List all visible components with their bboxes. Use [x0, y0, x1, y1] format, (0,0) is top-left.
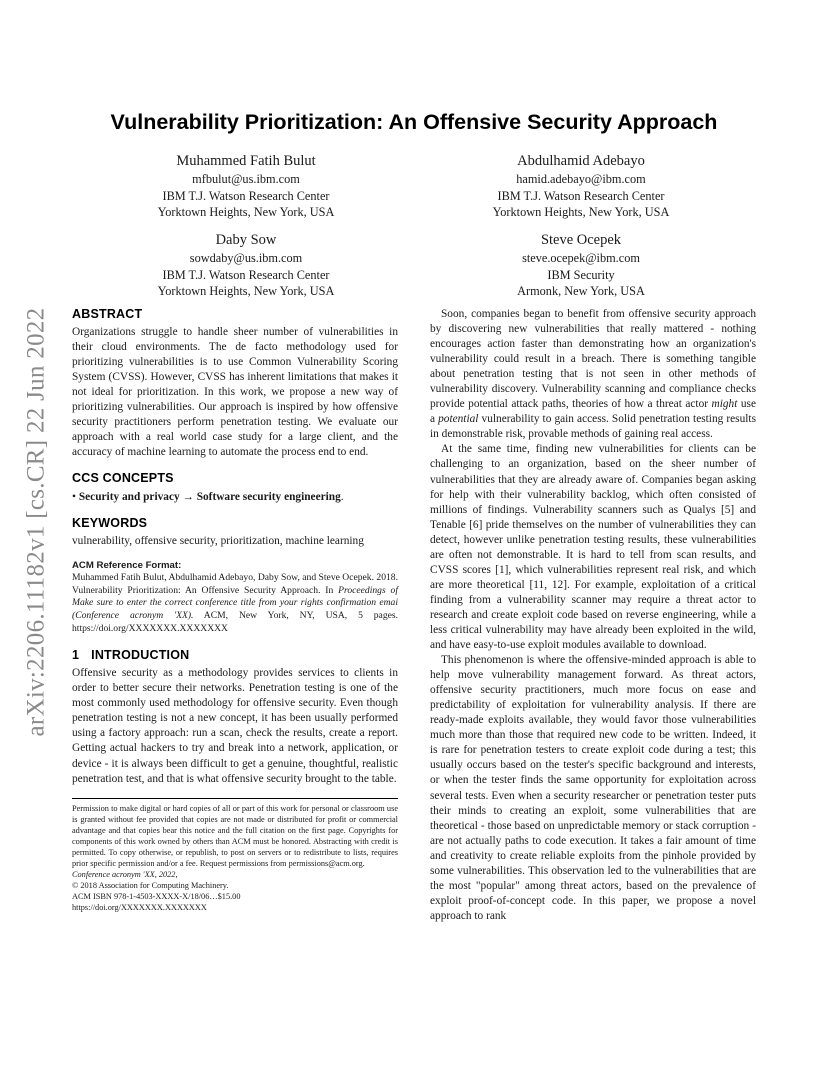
author-block	[96, 230, 396, 300]
ccs-bullet: •	[72, 490, 76, 503]
body-paragraph: At the same time, finding new vulnerabilities for clients can be challenging to an organization, based on the sheer number of vulnerabilities that they are already aware of. Companies began asking for help with their vulnerability backlog, which often consisted of millions of findings. Vulnerability scanners such as Qualys [5] and Tenable [6] pride themselves on the number of vulnerabilities they can detect, however unlike penetration testing results, these vulnerabilities are often not demonstrable. It is hard to tell from scan results, and CVSS scores [1], which vulnerabilities represent real risk, and which are more theoretical [11, 12]. For example, exploitation of a critical finding from a vulnerability scanner may require a threat actor to research and create exploit code based on reverse engineering, while a less critical vulnerability may have already been exploited in the wild, and have easy-to-use exploit modules available to download.	[430, 443, 756, 652]
section-number: 1	[72, 648, 80, 663]
keywords-heading: KEYWORDS	[72, 515, 148, 530]
p1-italic-potential: potential	[438, 413, 479, 426]
author-location: Yorktown Heights, New York, USA	[157, 205, 335, 219]
reference-post: ACM, New York, NY, USA, 5 pages. https://doi.org/XXXXXXX.XXXXXXX	[72, 610, 399, 635]
p1-italic-might: might	[711, 398, 738, 411]
introduction-heading	[72, 648, 398, 663]
introduction-text: Offensive security as a methodology provides services to clients in order to better secure their networks. Penetration testing is one of the most commonly used methodology for offensive security. Even though penetration testing is not a new concept, it has been usually performed using a factory approach: run a scan, check the results, create a report. Getting actual hackers to try and break into a network, application, or device - it is always been difficult to get a genuine, thoughtful, realistic penetration test, and that is what offensive security brought to the table.	[72, 667, 398, 785]
author-name: Daby Sow	[215, 232, 277, 248]
footnote-rule	[72, 798, 398, 799]
ccs-subconcept: Software security engineering	[196, 490, 341, 503]
author-block	[431, 230, 731, 300]
author-affiliation: IBM T.J. Watson Research Center	[162, 188, 330, 203]
right-column	[430, 307, 756, 924]
reference-format-heading: ACM Reference Format:	[72, 559, 182, 571]
reference-format-text	[72, 572, 398, 637]
section-title: INTRODUCTION	[91, 648, 190, 663]
author-location: Yorktown Heights, New York, USA	[492, 205, 670, 219]
ccs-heading: CCS CONCEPTS	[72, 471, 174, 486]
p1-part-a: Soon, companies began to benefit from offensive security approach by discovering new vulnerabilities that really mattered - nothing encourages action faster than demonstrating how an organization's vulnerability could result in a breach. There is something tangible about penetration testing that is not seen in other methods of vulnerability discovery. Vulnerability scanning and compliance checks provide potential attack paths, theories of how a threat actor	[430, 308, 756, 411]
isbn-line: ACM ISBN 978-1-4503-XXXX-X/18/06…$15.00	[72, 892, 241, 902]
author-name: Abdulhamid Adebayo	[517, 153, 645, 169]
author-block	[96, 151, 396, 221]
author-affiliation: IBM T.J. Watson Research Center	[497, 188, 665, 203]
reference-italic: Proceedings of Make sure to enter the correct conference title from your rights confirmation emai (Conference acronym 'XX).	[72, 584, 398, 622]
left-column	[72, 307, 398, 914]
body-paragraph: This phenomenon is where the offensive-minded approach is able to help move vulnerability management forward. As threat actors, offensive security practitioners, much more focus on ease and predictability of exploitation for vulnerability analysis. If there are ready-made exploits available, they would favor those vulnerabilities much more than those that required new code to be written. Indeed, it is rare for penetration testers to create exploit code during a test; this usually occurs based on the tester's specific background and interests, or when the tester finds the same opportunity for exploitation across several tests. Even when a security researcher or penetration tester puts their minds to creating an exploit, some vulnerabilities that are theoretical - those based on unpredictable memory or stack corruption - are not actually paths to code execution. It takes a fair amount of time and creativity to create reliable exploits from the pinhole provided by some vulnerabilities. This observation led to the vulnerabilities that are the most "popular" among threat actors, based on the prevalence of exploit proof-of-concept code. In this paper, we propose a novel approach to rank	[430, 654, 756, 922]
p1-part-c: vulnerability to gain access. Solid penetration testing results in demonstrable risk, provable methods of gaining real access.	[430, 413, 756, 441]
author-affiliation: IBM Security	[547, 267, 615, 282]
abstract-text: Organizations struggle to handle sheer number of vulnerabilities in their cloud environments. The de facto methodology used for prioritizing vulnerabilities is to use Common Vulnerability Scoring System (CVSS). However, CVSS has inherent limitations that makes it not ideal for prioritization. In this work, we propose a new way of prioritizing vulnerabilities. Our approach is inspired by how offensive security practitioners perform penetration testing. We evaluate our approach with a real world case study for a large client, and the accuracy of machine learning to automate the process end to end.	[72, 326, 398, 459]
abstract-heading: ABSTRACT	[72, 307, 143, 321]
p1-part-b: use a	[430, 398, 756, 426]
author-affiliation: IBM T.J. Watson Research Center	[162, 267, 330, 282]
keywords-text: vulnerability, offensive security, prioritization, machine learning	[72, 534, 364, 547]
author-name: Muhammed Fatih Bulut	[176, 153, 316, 169]
arxiv-stamp	[14, 288, 58, 756]
author-location: Yorktown Heights, New York, USA	[157, 284, 335, 298]
copyright-line: © 2018 Association for Computing Machinery.	[72, 881, 229, 891]
arxiv-stamp-text: arXiv:2206.11182v1 [cs.CR] 22 Jun 2022	[22, 307, 49, 737]
author-name: Steve Ocepek	[540, 232, 622, 248]
permission-text: Permission to make digital or hard copies of all or part of this work for personal or classroom use is granted without fee provided that copies are not made or distributed for profit or commercial advantage and that copies bear this notice and the full citation on the first page. Copyrights for components of this work owned by others than ACM must be honored. Abstracting with credit is permitted. To copy otherwise, or republish, to post on servers or to redistribute to lists, requires prior specific permission and/or a fee. Request permissions from permissions@acm.org.	[72, 803, 398, 869]
author-email: sowdaby@us.ibm.com	[189, 251, 303, 265]
author-email: hamid.adebayo@ibm.com	[516, 172, 646, 186]
reference-pre: Muhammed Fatih Bulut, Abdulhamid Adebayo, Daby Sow, and Steve Ocepek. 2018. Vulnerability Prioritization: An Offensive Security Approach. In	[72, 571, 398, 596]
ccs-concepts	[72, 490, 398, 505]
body-paragraph	[430, 307, 756, 442]
author-email: steve.ocepek@ibm.com	[522, 251, 640, 265]
paper-title: Vulnerability Prioritization: An Offensive Security Approach	[110, 110, 718, 134]
ccs-concept: Security and privacy	[78, 490, 180, 503]
author-block	[431, 151, 731, 221]
ccs-period: .	[340, 490, 344, 503]
ccs-arrow: →	[182, 490, 194, 503]
conference-line: Conference acronym 'XX, 2022,	[72, 870, 178, 880]
author-location: Armonk, New York, USA	[517, 284, 645, 298]
doi-line: https://doi.org/XXXXXXX.XXXXXXX	[72, 903, 207, 913]
permission-block	[72, 803, 398, 914]
author-email: mfbulut@us.ibm.com	[192, 172, 300, 186]
